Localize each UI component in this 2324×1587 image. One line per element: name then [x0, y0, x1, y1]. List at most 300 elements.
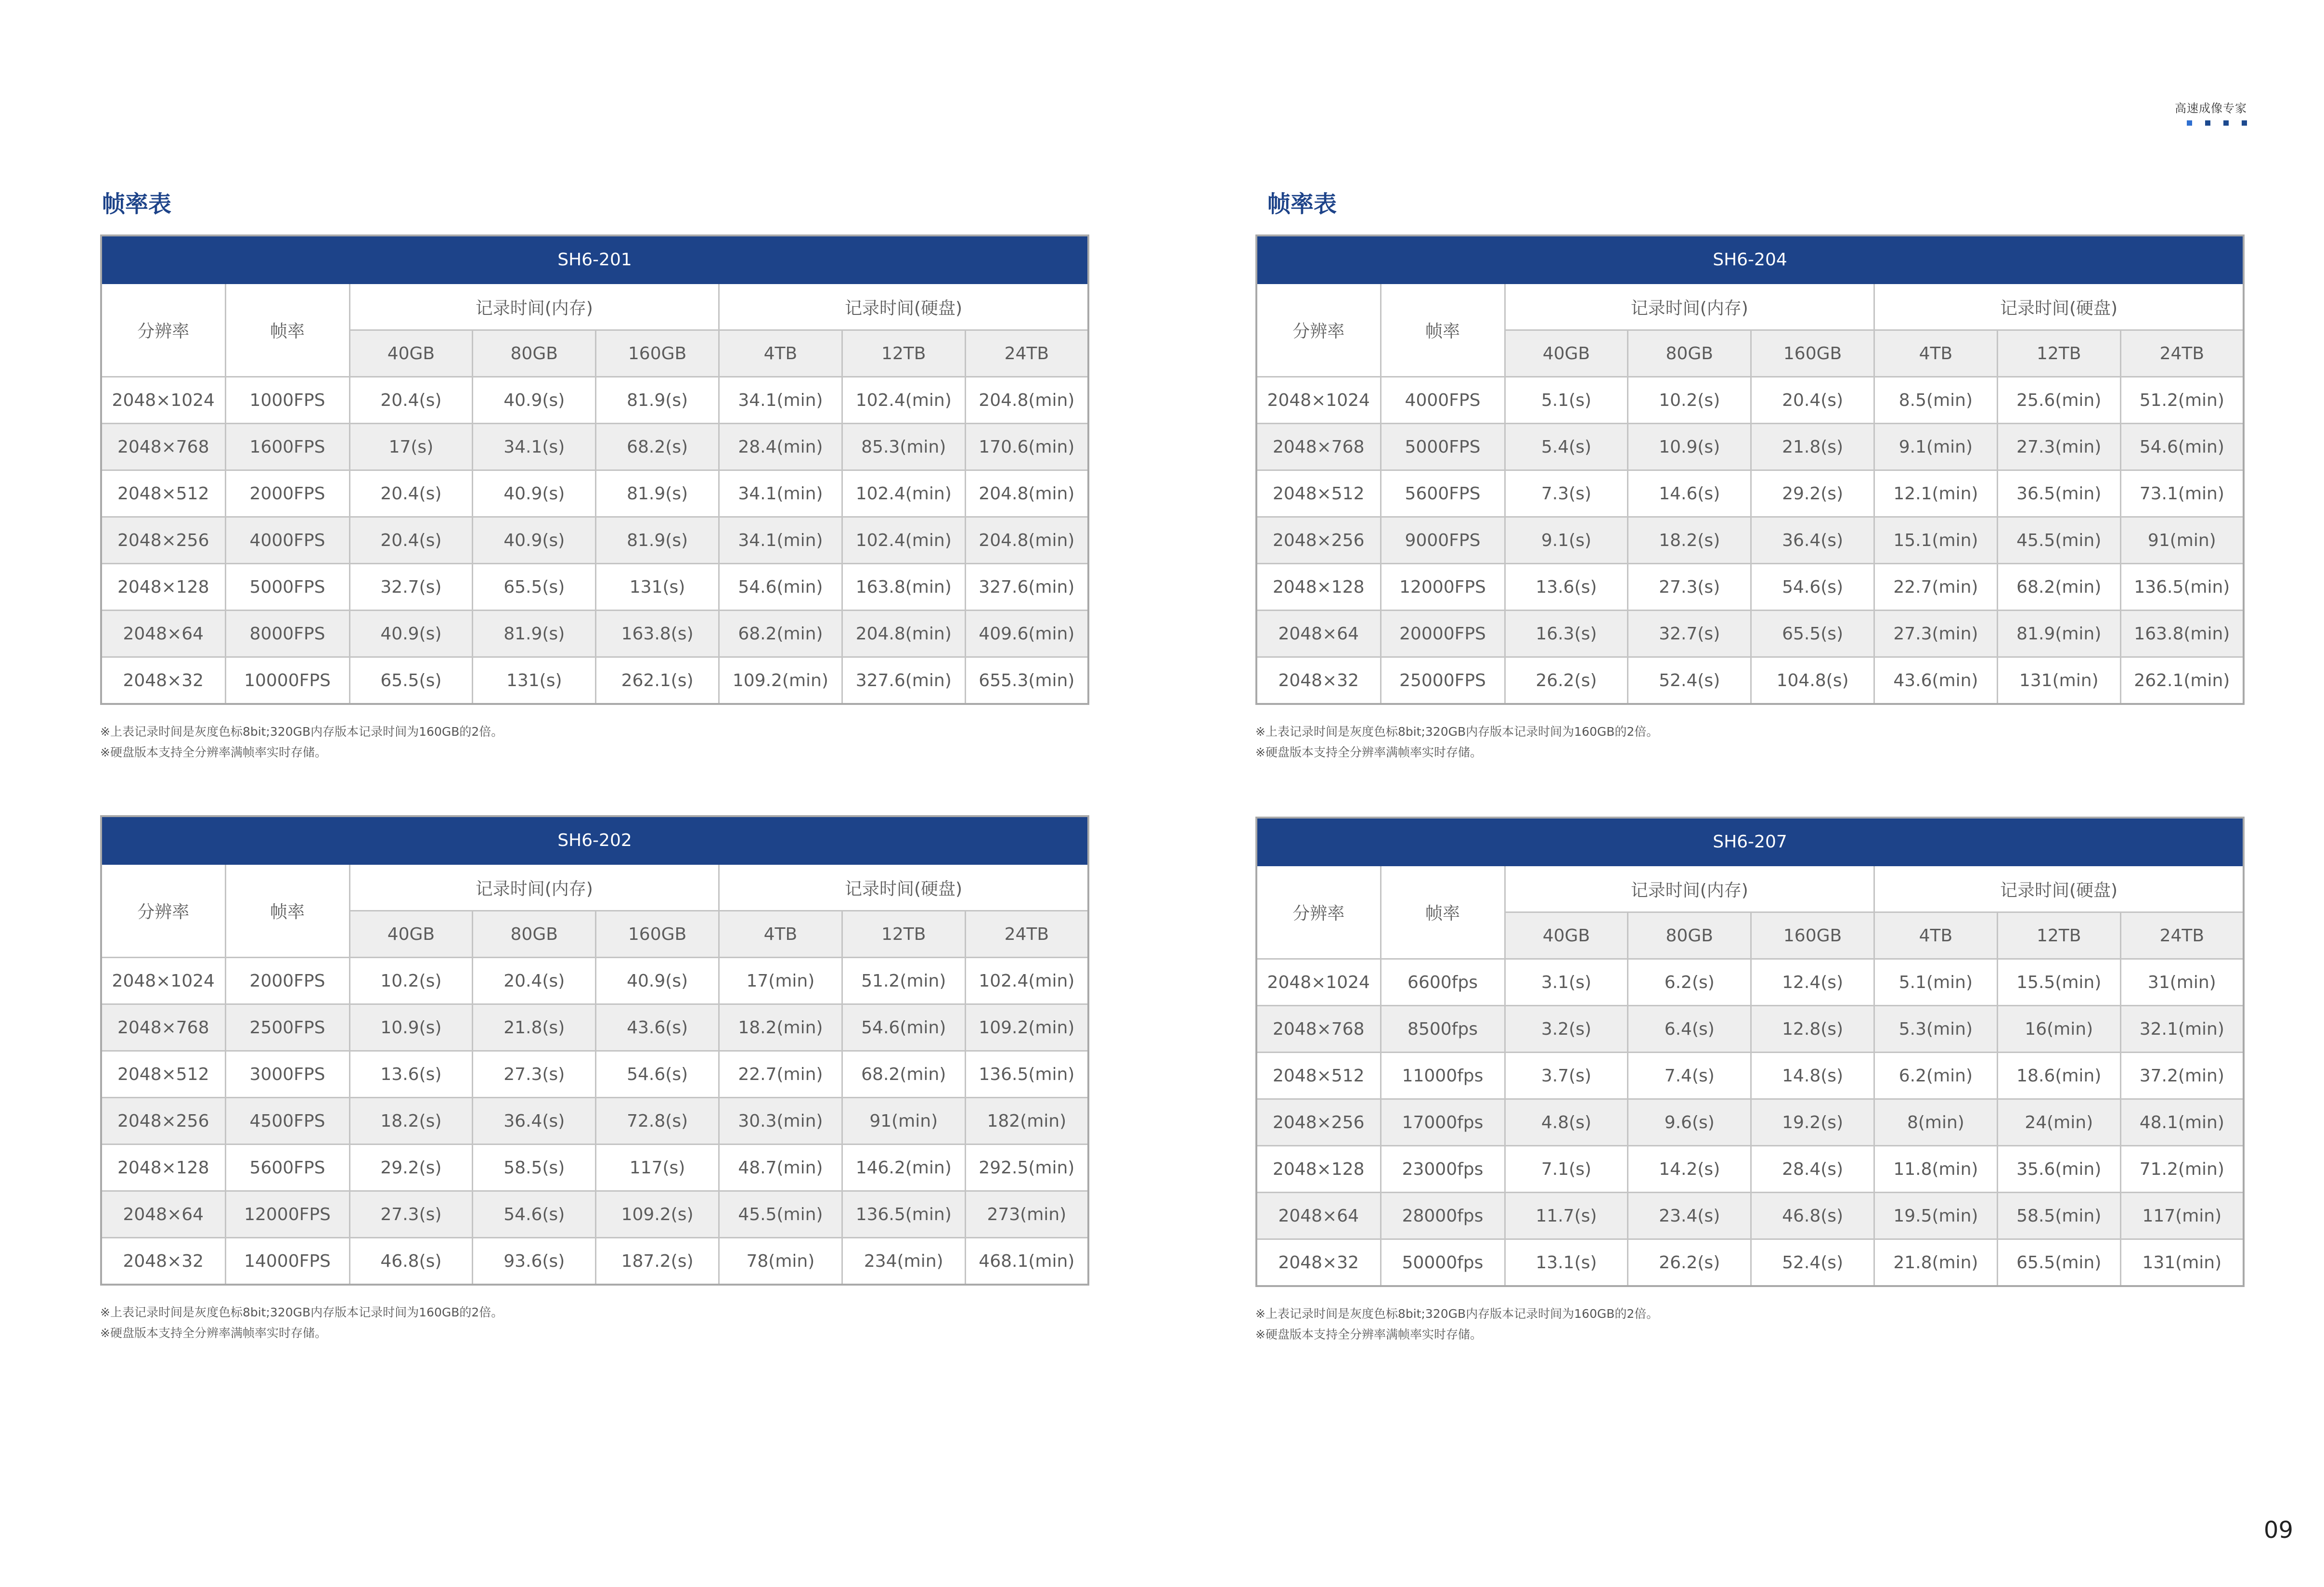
disk-capacity-header: 24TB	[2120, 912, 2244, 959]
fps-cell: 17000fps	[1381, 1099, 1505, 1146]
fps-cell: 4000FPS	[225, 517, 349, 564]
resolution-cell: 2048×32	[101, 657, 225, 704]
record-time-cell: 13.6(s)	[1505, 564, 1628, 611]
record-time-cell: 136.5(min)	[842, 1191, 965, 1238]
memory-capacity-header: 80GB	[1628, 330, 1751, 377]
table-row	[101, 470, 1088, 517]
record-time-cell: 18.2(min)	[719, 1004, 842, 1051]
table-block-sh6-201	[100, 234, 1089, 763]
fps-cell: 5600FPS	[1381, 470, 1505, 517]
disk-capacity-header: 12TB	[842, 330, 965, 377]
record-time-cell: 34.1(min)	[719, 470, 842, 517]
record-time-cell: 68.2(s)	[596, 424, 719, 470]
resolution-cell: 2048×768	[101, 424, 225, 470]
record-time-cell: 146.2(min)	[842, 1145, 965, 1191]
model-header: SH6-201	[101, 235, 1088, 284]
table-row	[1256, 1099, 2244, 1146]
record-time-cell: 28.4(min)	[719, 424, 842, 470]
table-notes	[1255, 1303, 2245, 1345]
record-time-cell: 72.8(s)	[596, 1098, 719, 1145]
left-section-title: 帧率表	[102, 191, 172, 218]
record-time-cell: 204.8(min)	[965, 470, 1088, 517]
record-time-cell: 54.6(min)	[842, 1004, 965, 1051]
resolution-cell: 2048×1024	[101, 958, 225, 1004]
right-section-title: 帧率表	[1267, 191, 1337, 218]
record-time-cell: 10.9(s)	[1628, 424, 1751, 470]
record-time-cell: 29.2(s)	[349, 1145, 473, 1191]
record-time-cell: 6.2(s)	[1628, 959, 1751, 1006]
record-time-cell: 5.1(min)	[1874, 959, 1997, 1006]
record-time-cell: 14.8(s)	[1751, 1053, 1874, 1099]
note-line: ※上表记录时间是灰度色标8bit;320GB内存版本记录时间为160GB的2倍。	[100, 725, 504, 739]
table-row	[1256, 470, 2244, 517]
record-time-cell: 262.1(s)	[596, 657, 719, 704]
record-time-cell: 8.5(min)	[1874, 377, 1997, 424]
disk-group-header: 记录时间(硬盘)	[719, 284, 1088, 330]
record-time-cell: 117(s)	[596, 1145, 719, 1191]
resolution-cell: 2048×64	[101, 611, 225, 657]
record-time-cell: 131(min)	[1997, 657, 2120, 704]
memory-capacity-header: 80GB	[1628, 912, 1751, 959]
record-time-cell: 27.3(s)	[1628, 564, 1751, 611]
model-header-row	[101, 816, 1088, 864]
disk-group-header: 记录时间(硬盘)	[1874, 866, 2244, 912]
record-time-cell: 85.3(min)	[842, 424, 965, 470]
model-header-row	[1256, 818, 2244, 866]
table-row	[1256, 377, 2244, 424]
disk-capacity-header: 24TB	[965, 330, 1088, 377]
resolution-cell: 2048×512	[1256, 470, 1381, 517]
record-time-cell: 20.4(s)	[349, 377, 473, 424]
record-time-cell: 29.2(s)	[1751, 470, 1874, 517]
memory-capacity-header: 160GB	[596, 911, 719, 958]
note-line: ※硬盘版本支持全分辨率满帧率实时存储。	[1255, 745, 1482, 759]
record-time-cell: 40.9(s)	[473, 377, 596, 424]
record-time-cell: 17(s)	[349, 424, 473, 470]
record-time-cell: 187.2(s)	[596, 1238, 719, 1285]
disk-capacity-header: 4TB	[719, 911, 842, 958]
fps-cell: 8500fps	[1381, 1006, 1505, 1053]
brand-dots	[2175, 120, 2247, 126]
record-time-cell: 109.2(min)	[719, 657, 842, 704]
record-time-cell: 26.2(s)	[1505, 657, 1628, 704]
disk-capacity-header: 12TB	[842, 911, 965, 958]
record-time-cell: 21.8(s)	[473, 1004, 596, 1051]
record-time-cell: 34.1(min)	[719, 517, 842, 564]
record-time-cell: 204.8(min)	[842, 611, 965, 657]
table-block-sh6-202	[100, 815, 1089, 1343]
memory-capacity-header: 40GB	[1505, 912, 1628, 959]
disk-capacity-header: 12TB	[1997, 912, 2120, 959]
resolution-cell: 2048×32	[1256, 657, 1381, 704]
resolution-header: 分辨率	[1256, 284, 1381, 377]
resolution-header: 分辨率	[101, 284, 225, 377]
record-time-cell: 117(min)	[2120, 1193, 2244, 1239]
model-header: SH6-202	[101, 816, 1088, 864]
record-time-cell: 48.7(min)	[719, 1145, 842, 1191]
note-line: ※硬盘版本支持全分辨率满帧率实时存储。	[100, 745, 327, 759]
record-time-cell: 131(s)	[596, 564, 719, 611]
model-header-row	[101, 235, 1088, 284]
fps-cell: 5000FPS	[1381, 424, 1505, 470]
table-row	[101, 1145, 1088, 1191]
record-time-cell: 40.9(s)	[349, 611, 473, 657]
record-time-cell: 327.6(min)	[965, 564, 1088, 611]
table-row	[101, 657, 1088, 704]
table-row	[1256, 1239, 2244, 1287]
fps-cell: 20000FPS	[1381, 611, 1505, 657]
record-time-cell: 51.2(min)	[2120, 377, 2244, 424]
record-time-cell: 20.4(s)	[1751, 377, 1874, 424]
record-time-cell: 3.1(s)	[1505, 959, 1628, 1006]
record-time-cell: 109.2(s)	[596, 1191, 719, 1238]
memory-group-header: 记录时间(内存)	[349, 864, 719, 911]
record-time-cell: 15.5(min)	[1997, 959, 2120, 1006]
record-time-cell: 9.6(s)	[1628, 1099, 1751, 1146]
record-time-cell: 68.2(min)	[842, 1051, 965, 1098]
record-time-cell: 102.4(min)	[842, 377, 965, 424]
record-time-cell: 91(min)	[2120, 517, 2244, 564]
record-time-cell: 34.1(s)	[473, 424, 596, 470]
record-time-cell: 14.2(s)	[1628, 1146, 1751, 1193]
record-time-cell: 104.8(s)	[1751, 657, 1874, 704]
memory-capacity-header: 160GB	[1751, 330, 1874, 377]
fps-cell: 4000FPS	[1381, 377, 1505, 424]
record-time-cell: 102.4(min)	[965, 958, 1088, 1004]
record-time-cell: 58.5(s)	[473, 1145, 596, 1191]
record-time-cell: 46.8(s)	[349, 1238, 473, 1285]
record-time-cell: 655.3(min)	[965, 657, 1088, 704]
fps-header: 帧率	[1381, 866, 1505, 959]
note-line: ※硬盘版本支持全分辨率满帧率实时存储。	[100, 1326, 327, 1340]
record-time-cell: 13.1(s)	[1505, 1239, 1628, 1287]
resolution-cell: 2048×1024	[1256, 959, 1381, 1006]
record-time-cell: 14.6(s)	[1628, 470, 1751, 517]
record-time-cell: 17(min)	[719, 958, 842, 1004]
record-time-cell: 26.2(s)	[1628, 1239, 1751, 1287]
record-time-cell: 71.2(min)	[2120, 1146, 2244, 1193]
brand-dot	[2242, 120, 2247, 126]
note-line: ※硬盘版本支持全分辨率满帧率实时存储。	[1255, 1327, 1482, 1341]
record-time-cell: 45.5(min)	[1997, 517, 2120, 564]
fps-cell: 14000FPS	[225, 1238, 349, 1285]
record-time-cell: 73.1(min)	[2120, 470, 2244, 517]
record-time-cell: 43.6(min)	[1874, 657, 1997, 704]
record-time-cell: 8(min)	[1874, 1099, 1997, 1146]
group-header-row	[101, 864, 1088, 911]
fps-cell: 2500FPS	[225, 1004, 349, 1051]
record-time-cell: 54.6(s)	[473, 1191, 596, 1238]
record-time-cell: 65.5(s)	[1751, 611, 1874, 657]
record-time-cell: 22.7(min)	[1874, 564, 1997, 611]
record-time-cell: 136.5(min)	[965, 1051, 1088, 1098]
record-time-cell: 7.4(s)	[1628, 1053, 1751, 1099]
record-time-cell: 6.2(min)	[1874, 1053, 1997, 1099]
resolution-cell: 2048×768	[1256, 424, 1381, 470]
table-row	[1256, 1193, 2244, 1239]
frame-rate-table	[1255, 234, 2245, 705]
group-header-row	[1256, 866, 2244, 912]
record-time-cell: 54.6(s)	[1751, 564, 1874, 611]
record-time-cell: 58.5(min)	[1997, 1193, 2120, 1239]
disk-capacity-header: 4TB	[1874, 330, 1997, 377]
memory-group-header: 记录时间(内存)	[349, 284, 719, 330]
fps-cell: 3000FPS	[225, 1051, 349, 1098]
record-time-cell: 81.9(s)	[596, 517, 719, 564]
record-time-cell: 78(min)	[719, 1238, 842, 1285]
record-time-cell: 292.5(min)	[965, 1145, 1088, 1191]
record-time-cell: 163.8(s)	[596, 611, 719, 657]
record-time-cell: 204.8(min)	[965, 377, 1088, 424]
record-time-cell: 9.1(min)	[1874, 424, 1997, 470]
table-row	[1256, 424, 2244, 470]
fps-cell: 8000FPS	[225, 611, 349, 657]
record-time-cell: 19.2(s)	[1751, 1099, 1874, 1146]
record-time-cell: 40.9(s)	[596, 958, 719, 1004]
record-time-cell: 51.2(min)	[842, 958, 965, 1004]
record-time-cell: 10.2(s)	[1628, 377, 1751, 424]
table-row	[101, 1098, 1088, 1145]
record-time-cell: 32.7(s)	[349, 564, 473, 611]
record-time-cell: 27.3(s)	[473, 1051, 596, 1098]
table-row	[1256, 611, 2244, 657]
table-notes	[100, 721, 1089, 763]
record-time-cell: 54.6(min)	[2120, 424, 2244, 470]
record-time-cell: 16.3(s)	[1505, 611, 1628, 657]
table-row	[1256, 1053, 2244, 1099]
memory-capacity-header: 40GB	[349, 330, 473, 377]
record-time-cell: 93.6(s)	[473, 1238, 596, 1285]
page-number: 09	[2263, 1517, 2293, 1544]
record-time-cell: 28.4(s)	[1751, 1146, 1874, 1193]
record-time-cell: 36.4(s)	[473, 1098, 596, 1145]
brand-text: 高速成像专家	[2175, 102, 2247, 115]
disk-capacity-header: 12TB	[1997, 330, 2120, 377]
resolution-cell: 2048×1024	[1256, 377, 1381, 424]
table-row	[1256, 657, 2244, 704]
record-time-cell: 273(min)	[965, 1191, 1088, 1238]
record-time-cell: 22.7(min)	[719, 1051, 842, 1098]
record-time-cell: 65.5(min)	[1997, 1239, 2120, 1287]
record-time-cell: 21.8(s)	[1751, 424, 1874, 470]
table-row	[101, 1238, 1088, 1285]
record-time-cell: 27.3(min)	[1997, 424, 2120, 470]
record-time-cell: 35.6(min)	[1997, 1146, 2120, 1193]
memory-capacity-header: 160GB	[1751, 912, 1874, 959]
record-time-cell: 18.2(s)	[1628, 517, 1751, 564]
record-time-cell: 25.6(min)	[1997, 377, 2120, 424]
record-time-cell: 81.9(s)	[473, 611, 596, 657]
model-header-row	[1256, 235, 2244, 284]
record-time-cell: 40.9(s)	[473, 517, 596, 564]
record-time-cell: 21.8(min)	[1874, 1239, 1997, 1287]
table-row	[101, 611, 1088, 657]
record-time-cell: 46.8(s)	[1751, 1193, 1874, 1239]
record-time-cell: 36.5(min)	[1997, 470, 2120, 517]
record-time-cell: 204.8(min)	[965, 517, 1088, 564]
resolution-cell: 2048×32	[101, 1238, 225, 1285]
record-time-cell: 40.9(s)	[473, 470, 596, 517]
disk-capacity-header: 24TB	[2120, 330, 2244, 377]
resolution-cell: 2048×128	[101, 1145, 225, 1191]
record-time-cell: 81.9(min)	[1997, 611, 2120, 657]
memory-capacity-header: 160GB	[596, 330, 719, 377]
resolution-cell: 2048×512	[1256, 1053, 1381, 1099]
resolution-cell: 2048×128	[1256, 1146, 1381, 1193]
table-row	[101, 1004, 1088, 1051]
resolution-cell: 2048×128	[101, 564, 225, 611]
resolution-header: 分辨率	[101, 864, 225, 958]
record-time-cell: 13.6(s)	[349, 1051, 473, 1098]
record-time-cell: 48.1(min)	[2120, 1099, 2244, 1146]
record-time-cell: 5.3(min)	[1874, 1006, 1997, 1053]
resolution-header: 分辨率	[1256, 866, 1381, 959]
record-time-cell: 4.8(s)	[1505, 1099, 1628, 1146]
resolution-cell: 2048×32	[1256, 1239, 1381, 1287]
record-time-cell: 32.1(min)	[2120, 1006, 2244, 1053]
table-row	[101, 424, 1088, 470]
record-time-cell: 170.6(min)	[965, 424, 1088, 470]
brand-dot	[2223, 120, 2229, 126]
record-time-cell: 45.5(min)	[719, 1191, 842, 1238]
record-time-cell: 182(min)	[965, 1098, 1088, 1145]
table-row	[1256, 517, 2244, 564]
record-time-cell: 234(min)	[842, 1238, 965, 1285]
note-line: ※上表记录时间是灰度色标8bit;320GB内存版本记录时间为160GB的2倍。	[1255, 1307, 1659, 1321]
table-row	[101, 377, 1088, 424]
fps-cell: 9000FPS	[1381, 517, 1505, 564]
record-time-cell: 18.6(min)	[1997, 1053, 2120, 1099]
record-time-cell: 12.8(s)	[1751, 1006, 1874, 1053]
memory-group-header: 记录时间(内存)	[1505, 866, 1874, 912]
resolution-cell: 2048×256	[1256, 517, 1381, 564]
frame-rate-table	[100, 815, 1089, 1286]
record-time-cell: 327.6(min)	[842, 657, 965, 704]
record-time-cell: 6.4(s)	[1628, 1006, 1751, 1053]
record-time-cell: 163.8(min)	[842, 564, 965, 611]
record-time-cell: 81.9(s)	[596, 470, 719, 517]
resolution-cell: 2048×256	[1256, 1099, 1381, 1146]
brand-dot	[2187, 120, 2192, 126]
fps-cell: 23000fps	[1381, 1146, 1505, 1193]
record-time-cell: 81.9(s)	[596, 377, 719, 424]
record-time-cell: 52.4(s)	[1751, 1239, 1874, 1287]
memory-group-header: 记录时间(内存)	[1505, 284, 1874, 330]
record-time-cell: 31(min)	[2120, 959, 2244, 1006]
record-time-cell: 52.4(s)	[1628, 657, 1751, 704]
fps-cell: 2000FPS	[225, 470, 349, 517]
record-time-cell: 15.1(min)	[1874, 517, 1997, 564]
table-block-sh6-207	[1255, 817, 2245, 1345]
record-time-cell: 11.8(min)	[1874, 1146, 1997, 1193]
record-time-cell: 163.8(min)	[2120, 611, 2244, 657]
table-row	[1256, 1146, 2244, 1193]
record-time-cell: 37.2(min)	[2120, 1053, 2244, 1099]
fps-cell: 12000FPS	[1381, 564, 1505, 611]
record-time-cell: 27.3(min)	[1874, 611, 1997, 657]
record-time-cell: 30.3(min)	[719, 1098, 842, 1145]
fps-cell: 5600FPS	[225, 1145, 349, 1191]
resolution-cell: 2048×64	[1256, 1193, 1381, 1239]
table-notes	[100, 1302, 1089, 1343]
record-time-cell: 68.2(min)	[1997, 564, 2120, 611]
record-time-cell: 131(s)	[473, 657, 596, 704]
record-time-cell: 3.2(s)	[1505, 1006, 1628, 1053]
fps-header: 帧率	[1381, 284, 1505, 377]
table-row	[101, 517, 1088, 564]
fps-cell: 28000fps	[1381, 1193, 1505, 1239]
memory-capacity-header: 80GB	[473, 330, 596, 377]
record-time-cell: 23.4(s)	[1628, 1193, 1751, 1239]
record-time-cell: 65.5(s)	[349, 657, 473, 704]
fps-cell: 5000FPS	[225, 564, 349, 611]
record-time-cell: 43.6(s)	[596, 1004, 719, 1051]
brand-dot	[2205, 120, 2210, 126]
table-row	[101, 564, 1088, 611]
disk-group-header: 记录时间(硬盘)	[1874, 284, 2244, 330]
frame-rate-table	[1255, 817, 2245, 1287]
table-row	[101, 1191, 1088, 1238]
brand-tag	[2175, 99, 2247, 126]
table-row	[1256, 564, 2244, 611]
record-time-cell: 5.4(s)	[1505, 424, 1628, 470]
record-time-cell: 102.4(min)	[842, 517, 965, 564]
record-time-cell: 27.3(s)	[349, 1191, 473, 1238]
record-time-cell: 24(min)	[1997, 1099, 2120, 1146]
record-time-cell: 68.2(min)	[719, 611, 842, 657]
resolution-cell: 2048×512	[101, 470, 225, 517]
model-header: SH6-204	[1256, 235, 2244, 284]
record-time-cell: 7.1(s)	[1505, 1146, 1628, 1193]
fps-cell: 12000FPS	[225, 1191, 349, 1238]
resolution-cell: 2048×512	[101, 1051, 225, 1098]
fps-cell: 11000fps	[1381, 1053, 1505, 1099]
fps-cell: 4500FPS	[225, 1098, 349, 1145]
record-time-cell: 10.9(s)	[349, 1004, 473, 1051]
record-time-cell: 10.2(s)	[349, 958, 473, 1004]
record-time-cell: 34.1(min)	[719, 377, 842, 424]
fps-cell: 6600fps	[1381, 959, 1505, 1006]
record-time-cell: 16(min)	[1997, 1006, 2120, 1053]
fps-cell: 25000FPS	[1381, 657, 1505, 704]
record-time-cell: 109.2(min)	[965, 1004, 1088, 1051]
record-time-cell: 12.4(s)	[1751, 959, 1874, 1006]
frame-rate-table	[100, 234, 1089, 705]
record-time-cell: 409.6(min)	[965, 611, 1088, 657]
record-time-cell: 12.1(min)	[1874, 470, 1997, 517]
disk-capacity-header: 4TB	[1874, 912, 1997, 959]
fps-cell: 1600FPS	[225, 424, 349, 470]
record-time-cell: 7.3(s)	[1505, 470, 1628, 517]
fps-header: 帧率	[225, 284, 349, 377]
record-time-cell: 54.6(min)	[719, 564, 842, 611]
table-row	[1256, 959, 2244, 1006]
record-time-cell: 11.7(s)	[1505, 1193, 1628, 1239]
resolution-cell: 2048×1024	[101, 377, 225, 424]
resolution-cell: 2048×768	[101, 1004, 225, 1051]
fps-cell: 10000FPS	[225, 657, 349, 704]
record-time-cell: 91(min)	[842, 1098, 965, 1145]
disk-capacity-header: 4TB	[719, 330, 842, 377]
record-time-cell: 131(min)	[2120, 1239, 2244, 1287]
record-time-cell: 468.1(min)	[965, 1238, 1088, 1285]
table-notes	[1255, 721, 2245, 763]
memory-capacity-header: 80GB	[473, 911, 596, 958]
record-time-cell: 102.4(min)	[842, 470, 965, 517]
disk-capacity-header: 24TB	[965, 911, 1088, 958]
resolution-cell: 2048×768	[1256, 1006, 1381, 1053]
memory-capacity-header: 40GB	[349, 911, 473, 958]
